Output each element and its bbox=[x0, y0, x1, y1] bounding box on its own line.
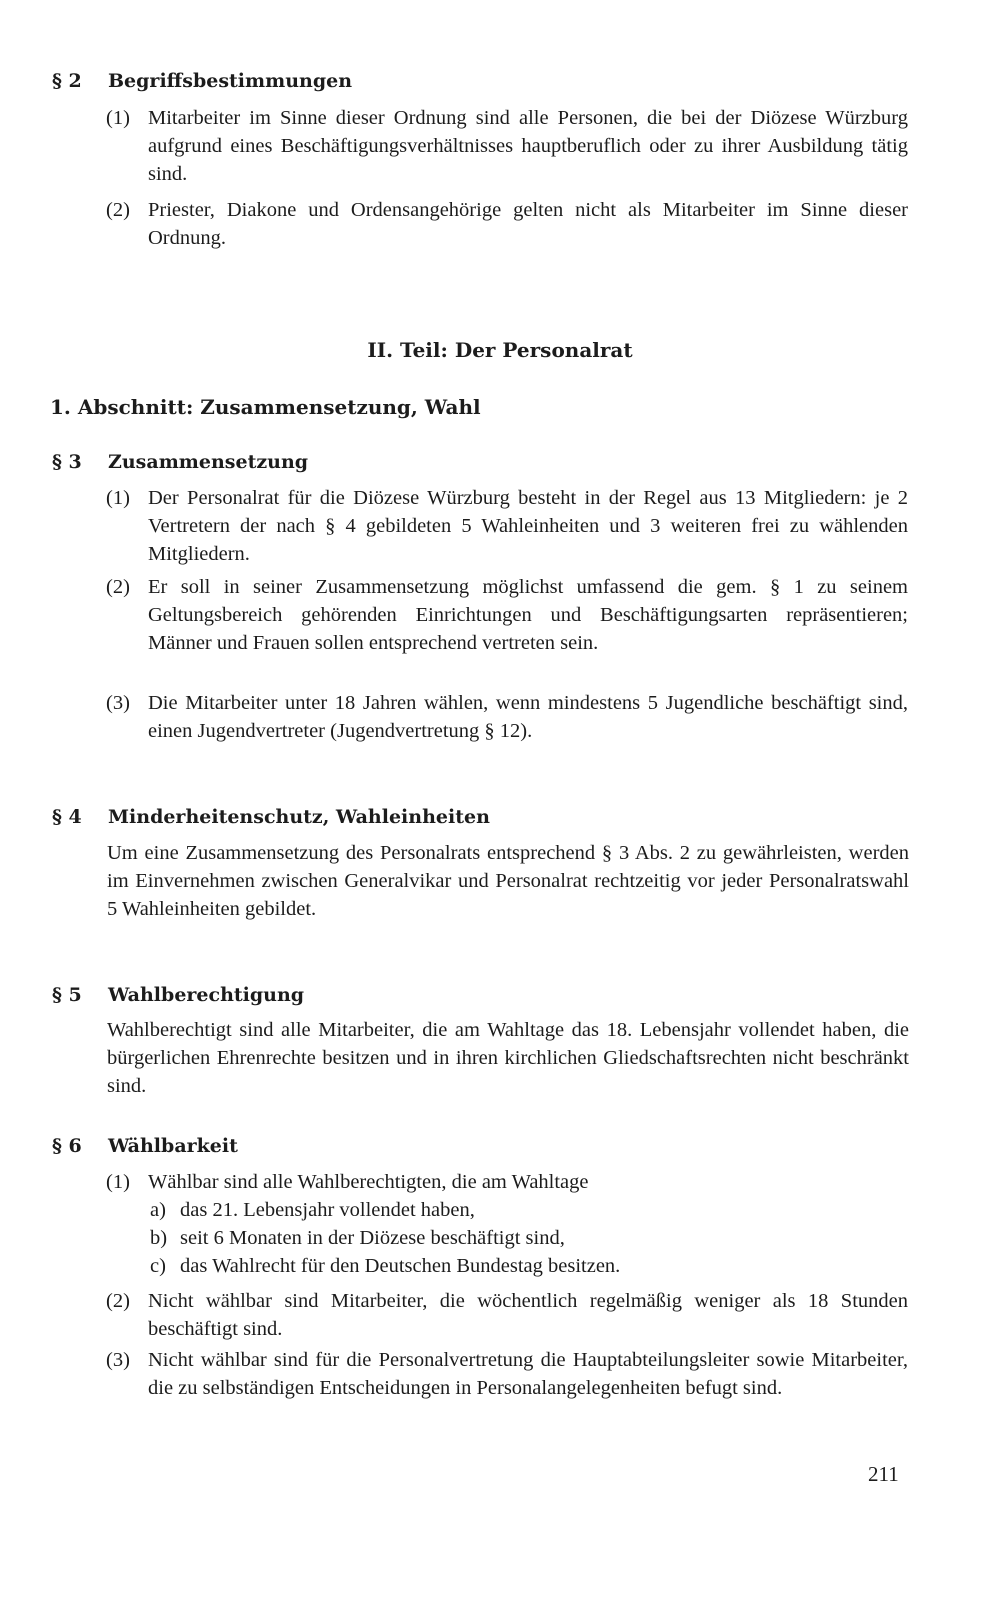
list-item bbox=[106, 573, 908, 657]
section-title: Minderheitenschutz, Wahleinheiten bbox=[108, 806, 490, 828]
item-text: Wählbar sind alle Wahlberechtigten, die am Wahltage bbox=[148, 1171, 589, 1193]
sub-item-letter: c) bbox=[150, 1255, 166, 1277]
chapter-title: 1. Abschnitt: Zusammensetzung, Wahl bbox=[50, 395, 481, 419]
section-title: Wahlberechtigung bbox=[108, 984, 305, 1006]
sub-item bbox=[150, 1252, 620, 1280]
page-number: 211 bbox=[868, 1462, 899, 1486]
list-item bbox=[106, 689, 908, 745]
sub-item-text: das Wahlrecht für den Deutschen Bundestag besitzen. bbox=[180, 1255, 621, 1277]
section-text: Wahlberechtigt sind alle Mitarbeiter, die am Wahltage das 18. Lebensjahr vollendet haben, die bürgerlichen Ehrenrechte besitzen und in ihren kirchlichen Gliedschaftsrechten nicht beschränkt sind. bbox=[107, 1019, 909, 1097]
section-5-heading bbox=[52, 984, 304, 1006]
part-title: II. Teil: Der Personalrat bbox=[367, 338, 633, 362]
sub-item-letter: b) bbox=[150, 1227, 168, 1249]
section-title: Wählbarkeit bbox=[108, 1135, 238, 1157]
item-text: Die Mitarbeiter unter 18 Jahren wählen, wenn mindestens 5 Jugendliche beschäftigt sind, einen Jugendvertreter (Jugendvertretung § 12). bbox=[148, 692, 908, 742]
list-item bbox=[106, 1346, 908, 1402]
item-number: (2) bbox=[106, 199, 130, 221]
section-title: Begriffsbestimmungen bbox=[108, 70, 353, 92]
item-text: Mitarbeiter im Sinne dieser Ordnung sind alle Personen, die bei der Diözese Würzburg aufgrund eines Beschäftigungsverhältnisses hauptberuflich oder zu ihrer Ausbildung tätig sind. bbox=[148, 107, 908, 185]
sub-item-text: seit 6 Monaten in der Diözese beschäftigt sind, bbox=[180, 1227, 565, 1249]
item-text: Der Personalrat für die Diözese Würzburg besteht in der Regel aus 13 Mitgliedern: je 2 Vertretern der nach § 4 gebildeten 5 Wahleinheiten und 3 weiteren frei zu wählenden Mitgliedern. bbox=[148, 487, 908, 565]
item-number: (1) bbox=[106, 1171, 130, 1193]
section-4-heading bbox=[52, 806, 490, 828]
item-number: (3) bbox=[106, 1349, 130, 1371]
item-number: (1) bbox=[106, 487, 130, 509]
section-number: § 5 bbox=[52, 984, 82, 1006]
section-number: § 4 bbox=[52, 806, 82, 828]
section-number: § 2 bbox=[52, 70, 82, 92]
list-item bbox=[106, 104, 908, 188]
section-text: Um eine Zusammensetzung des Personalrats entsprechend § 3 Abs. 2 zu gewährleisten, werden im Einvernehmen zwischen Generalvikar und Personalrat rechtzeitig vor jeder Personalratswahl 5 Wahleinheiten gebildet. bbox=[107, 842, 909, 920]
section-3-heading bbox=[52, 451, 308, 473]
sub-item bbox=[150, 1224, 565, 1252]
list-item bbox=[106, 1287, 908, 1343]
sub-item bbox=[150, 1196, 475, 1224]
item-number: (1) bbox=[106, 107, 130, 129]
section-2-heading bbox=[52, 70, 352, 92]
item-number: (3) bbox=[106, 692, 130, 714]
item-text: Nicht wählbar sind Mitarbeiter, die wöchentlich regelmäßig weniger als 18 Stunden beschäftigt sind. bbox=[148, 1290, 908, 1340]
list-item bbox=[106, 196, 908, 252]
item-text: Er soll in seiner Zusammensetzung möglichst umfassend die gem. § 1 zu seinem Geltungsbereich gehörenden Einrichtungen und Beschäftigungsarten repräsentieren; Männer und Frauen sollen entsprechend vertreten sein. bbox=[148, 576, 908, 654]
list-item bbox=[106, 1168, 908, 1196]
item-number: (2) bbox=[106, 576, 130, 598]
item-text: Nicht wählbar sind für die Personalvertretung die Hauptabteilungsleiter sowie Mitarbeiter, die zu selbständigen Entscheidungen in Personalangelegenheiten befugt sind. bbox=[148, 1349, 908, 1399]
sub-item-text: das 21. Lebensjahr vollendet haben, bbox=[180, 1199, 475, 1221]
section-number: § 6 bbox=[52, 1135, 82, 1157]
sub-item-letter: a) bbox=[150, 1199, 166, 1221]
section-title: Zusammensetzung bbox=[108, 451, 309, 473]
item-text: Priester, Diakone und Ordensangehörige gelten nicht als Mitarbeiter im Sinne dieser Ordnung. bbox=[148, 199, 908, 249]
list-item bbox=[106, 484, 908, 568]
section-6-heading bbox=[52, 1135, 238, 1157]
item-number: (2) bbox=[106, 1290, 130, 1312]
section-number: § 3 bbox=[52, 451, 82, 473]
